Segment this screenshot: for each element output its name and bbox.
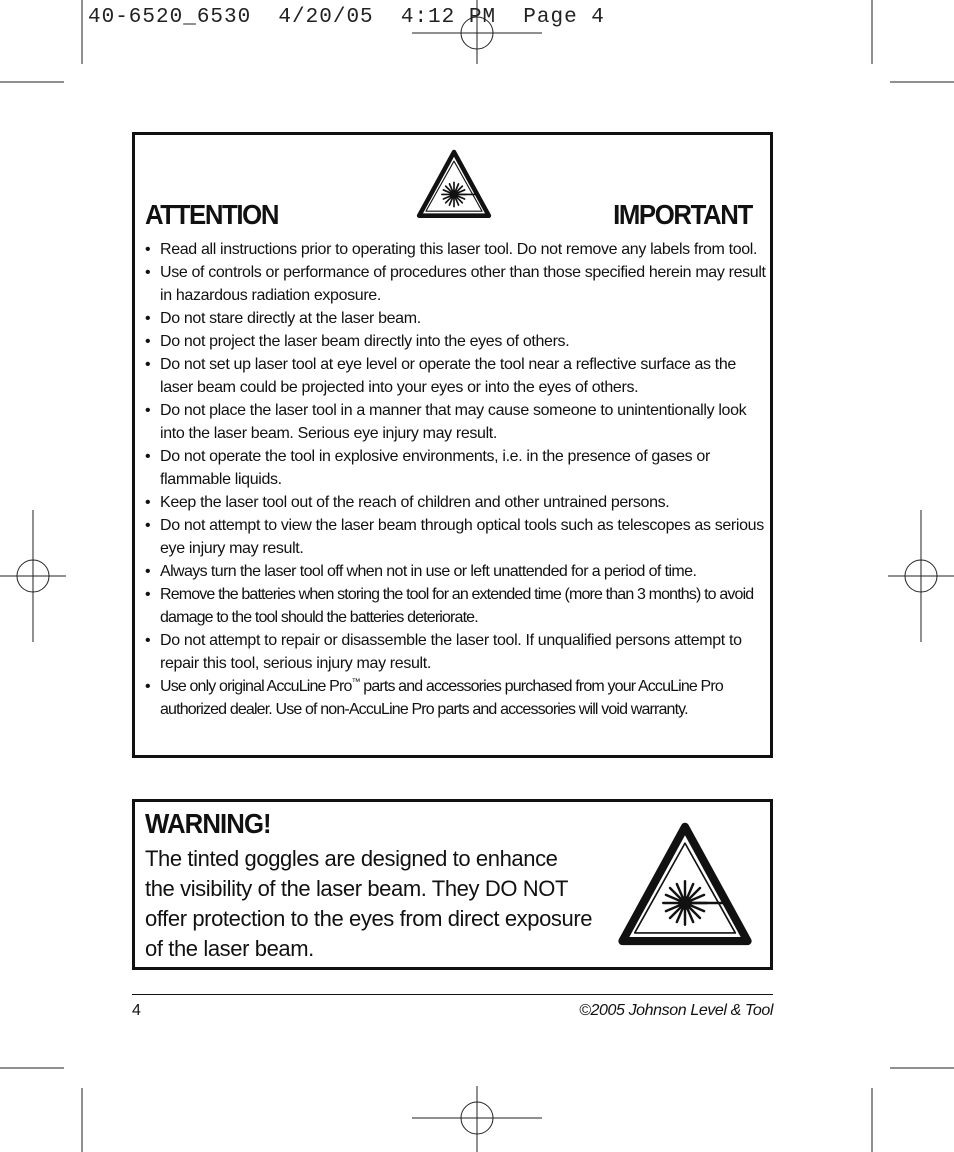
registration-mark-left: [0, 510, 66, 642]
important-heading: IMPORTANT: [613, 199, 752, 230]
page-number: 4: [132, 1002, 141, 1019]
list-item: • Do not attempt to view the laser beam through optical tools such as telescopes as serious eye injury may result.: [145, 514, 767, 560]
list-item: • Read all instructions prior to operating this laser tool. Do not remove any labels from tool.: [145, 238, 767, 261]
list-item: • Do not set up laser tool at eye level or operate the tool near a reflective surface as the laser beam could be projected into your eyes or into the eyes of others.: [145, 353, 767, 399]
list-item: [145, 675, 767, 721]
warning-line: The tinted goggles are designed to enhance: [145, 846, 558, 871]
print-slug: 40-6520_6530 4/20/05 4:12 PM Page 4: [88, 6, 605, 29]
list-item: • Do not project the laser beam directly into the eyes of others.: [145, 330, 767, 353]
laser-warning-icon: [416, 149, 492, 221]
safety-instructions-list: [145, 238, 767, 721]
list-item-text: Use only original AccuLine Pro: [160, 678, 352, 695]
list-item: • Remove the batteries when storing the tool for an extended time (more than 3 months) to avoid damage to the tool should the batteries deteriorate.: [145, 583, 767, 629]
list-item: • Do not stare directly at the laser beam.: [145, 307, 767, 330]
attention-box: [132, 132, 773, 758]
warning-line: the visibility of the laser beam. They DO NOT: [145, 876, 568, 901]
footer-divider: [132, 994, 773, 995]
registration-mark-bottom: [412, 1086, 542, 1152]
list-item: • Do not operate the tool in explosive environments, i.e. in the presence of gases or flammable liquids.: [145, 445, 767, 491]
list-item: • Do not place the laser tool in a manner that may cause someone to unintentionally look into the laser beam. Serious eye injury may result.: [145, 399, 767, 445]
laser-warning-icon: [617, 820, 753, 952]
warning-heading: WARNING!: [145, 808, 271, 839]
warning-line: of the laser beam.: [145, 936, 314, 961]
attention-heading: ATTENTION: [145, 199, 279, 230]
trademark-symbol: ™: [351, 676, 360, 687]
warning-message: [145, 844, 605, 964]
warning-line: offer protection to the eyes from direct exposure: [145, 906, 593, 931]
list-item: • Always turn the laser tool off when not in use or left unattended for a period of time.: [145, 560, 767, 583]
list-item: • Do not attempt to repair or disassemble the laser tool. If unqualified persons attempt to repair this tool, serious injury may result.: [145, 629, 767, 675]
list-item: • Use of controls or performance of procedures other than those specified herein may result in hazardous radiation exposure.: [145, 261, 767, 307]
list-item-text: parts and accessories purchased from your AccuLine Pro authorized dealer. Use of non-AccuLine Pro parts and accessories will void warranty.: [160, 678, 723, 718]
warning-box: [132, 799, 773, 970]
list-item: • Keep the laser tool out of the reach of children and other untrained persons.: [145, 491, 767, 514]
registration-mark-right: [888, 510, 954, 642]
copyright-notice: ©2005 Johnson Level & Tool: [579, 1002, 773, 1019]
